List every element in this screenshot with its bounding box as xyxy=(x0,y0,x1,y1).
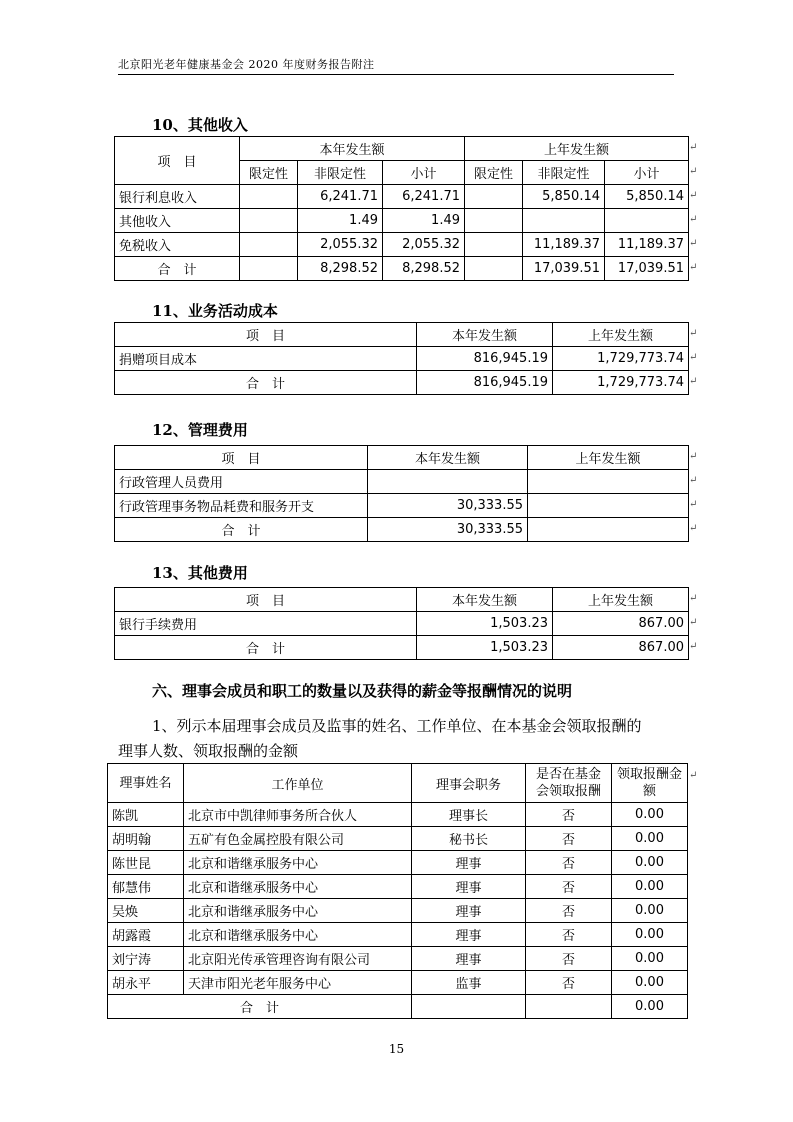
cell: 北京和谐继承服务中心 xyxy=(184,923,412,947)
business-cost-table xyxy=(114,322,689,395)
cell: 胡永平 xyxy=(108,971,184,995)
paragraph-mark-icon: ↵ xyxy=(689,142,698,153)
table-row xyxy=(115,612,689,636)
cell: 秘书长 xyxy=(412,827,526,851)
cell: 其他收入 xyxy=(115,209,240,233)
table-row xyxy=(108,899,688,923)
col-item: 项 目 xyxy=(115,588,417,612)
cell: 0.00 xyxy=(612,827,688,851)
cell: 11,189.37 xyxy=(523,233,605,257)
cell: 陈凯 xyxy=(108,803,184,827)
cell: 理事 xyxy=(412,947,526,971)
cell: 合 计 xyxy=(115,636,417,660)
cell: 0.00 xyxy=(612,923,688,947)
section-10-title: 10、其他收入 xyxy=(152,116,248,134)
cell xyxy=(528,518,689,542)
paragraph-mark-icon: ↵ xyxy=(689,190,698,201)
cell: 否 xyxy=(526,875,612,899)
cell: 否 xyxy=(526,947,612,971)
page-number: 15 xyxy=(388,1042,405,1056)
cell: 合 计 xyxy=(115,518,368,542)
col-item: 项 目 xyxy=(115,446,368,470)
cell: 北京市中凯律师事务所合伙人 xyxy=(184,803,412,827)
cell: 30,333.55 xyxy=(368,518,528,542)
cell: 合 计 xyxy=(108,995,412,1019)
cell xyxy=(465,209,523,233)
col-position: 理事会职务 xyxy=(412,764,526,803)
cell: 1.49 xyxy=(383,209,465,233)
table-row xyxy=(115,470,689,494)
cell: 1,503.23 xyxy=(417,636,553,660)
paragraph-mark-icon: ↵ xyxy=(689,617,698,628)
cell xyxy=(523,209,605,233)
cell: 理事长 xyxy=(412,803,526,827)
cell: 银行利息收入 xyxy=(115,185,240,209)
cell: 北京阳光传承管理咨询有限公司 xyxy=(184,947,412,971)
other-income-table xyxy=(114,136,689,281)
paragraph-mark-icon: ↵ xyxy=(689,166,698,177)
col-previous-year: 上年发生额 xyxy=(553,588,689,612)
table-row xyxy=(115,494,689,518)
cell xyxy=(240,185,298,209)
cell: 17,039.51 xyxy=(605,257,689,281)
table-row xyxy=(108,851,688,875)
paragraph-mark-icon: ↵ xyxy=(689,475,698,486)
cell: 否 xyxy=(526,923,612,947)
cell: 1,729,773.74 xyxy=(553,371,689,395)
cell xyxy=(368,470,528,494)
cell: 刘宁涛 xyxy=(108,947,184,971)
cell: 867.00 xyxy=(553,612,689,636)
cell: 陈世昆 xyxy=(108,851,184,875)
cell xyxy=(528,494,689,518)
cell: 免税收入 xyxy=(115,233,240,257)
table-row xyxy=(108,827,688,851)
table-row xyxy=(115,185,689,209)
cell: 北京和谐继承服务中心 xyxy=(184,851,412,875)
table-row xyxy=(115,209,689,233)
cell: 否 xyxy=(526,803,612,827)
cell: 816,945.19 xyxy=(417,371,553,395)
paragraph-mark-icon: ↵ xyxy=(689,376,698,387)
cell: 0.00 xyxy=(612,971,688,995)
total-row xyxy=(115,371,689,395)
board-members-table xyxy=(107,763,688,1019)
sub-header: 非限定性 xyxy=(298,161,383,185)
cell: 否 xyxy=(526,827,612,851)
cell: 天津市阳光老年服务中心 xyxy=(184,971,412,995)
table-header-row xyxy=(115,446,689,470)
sub-header: 小计 xyxy=(605,161,689,185)
cell: 1,729,773.74 xyxy=(553,347,689,371)
cell: 行政管理事务物品耗费和服务开支 xyxy=(115,494,368,518)
cell: 否 xyxy=(526,851,612,875)
paragraph-mark-icon: ↵ xyxy=(689,451,698,462)
cell xyxy=(465,257,523,281)
paragraph-mark-icon: ↵ xyxy=(689,593,698,604)
paragraph-mark-icon: ↵ xyxy=(689,214,698,225)
cell: 北京和谐继承服务中心 xyxy=(184,899,412,923)
cell: 1,503.23 xyxy=(417,612,553,636)
cell: 胡露霞 xyxy=(108,923,184,947)
paragraph-mark-icon: ↵ xyxy=(689,328,698,339)
cell: 理事 xyxy=(412,923,526,947)
paragraph-mark-icon: ↵ xyxy=(689,770,698,781)
cell: 五矿有色金属控股有限公司 xyxy=(184,827,412,851)
cell: 8,298.52 xyxy=(383,257,465,281)
cell: 监事 xyxy=(412,971,526,995)
cell: 北京和谐继承服务中心 xyxy=(184,875,412,899)
cell xyxy=(412,995,526,1019)
cell: 0.00 xyxy=(612,803,688,827)
cell: 捐赠项目成本 xyxy=(115,347,417,371)
cell: 0.00 xyxy=(612,947,688,971)
cell xyxy=(240,257,298,281)
cell xyxy=(605,209,689,233)
cell: 郁慧伟 xyxy=(108,875,184,899)
cell xyxy=(465,185,523,209)
paragraph-mark-icon: ↵ xyxy=(689,352,698,363)
sub-header: 小计 xyxy=(383,161,465,185)
cell xyxy=(240,233,298,257)
table-header-row xyxy=(115,588,689,612)
cell: 合 计 xyxy=(115,371,417,395)
cell: 行政管理人员费用 xyxy=(115,470,368,494)
management-expense-table xyxy=(114,445,689,542)
paragraph-line-1: 1、列示本届理事会成员及监事的姓名、工作单位、在本基金会领取报酬的 xyxy=(152,717,642,735)
table-row xyxy=(108,803,688,827)
cell: 5,850.14 xyxy=(523,185,605,209)
table-row xyxy=(108,947,688,971)
cell: 否 xyxy=(526,899,612,923)
col-work-unit: 工作单位 xyxy=(184,764,412,803)
col-previous-year: 上年发生额 xyxy=(465,137,689,161)
col-current-year: 本年发生额 xyxy=(417,323,553,347)
cell: 11,189.37 xyxy=(605,233,689,257)
cell: 816,945.19 xyxy=(417,347,553,371)
col-current-year: 本年发生额 xyxy=(240,137,465,161)
table-row xyxy=(108,875,688,899)
cell: 6,241.71 xyxy=(298,185,383,209)
table-header-row xyxy=(115,137,689,161)
cell xyxy=(526,995,612,1019)
total-row xyxy=(108,995,688,1019)
col-current-year: 本年发生额 xyxy=(417,588,553,612)
section-13-title: 13、其他费用 xyxy=(152,564,248,582)
cell: 1.49 xyxy=(298,209,383,233)
col-current-year: 本年发生额 xyxy=(368,446,528,470)
cell: 5,850.14 xyxy=(605,185,689,209)
total-row xyxy=(115,636,689,660)
cell: 合 计 xyxy=(115,257,240,281)
col-amount: 领取报酬金额 xyxy=(612,764,688,803)
cell xyxy=(528,470,689,494)
cell: 0.00 xyxy=(612,875,688,899)
table-header-row xyxy=(108,764,688,803)
section-6-title: 六、理事会成员和职工的数量以及获得的薪金等报酬情况的说明 xyxy=(152,682,573,700)
cell: 2,055.32 xyxy=(298,233,383,257)
cell: 867.00 xyxy=(553,636,689,660)
table-row xyxy=(115,347,689,371)
cell: 银行手续费用 xyxy=(115,612,417,636)
table-row xyxy=(108,971,688,995)
cell xyxy=(465,233,523,257)
cell: 胡明翰 xyxy=(108,827,184,851)
sub-header: 限定性 xyxy=(465,161,523,185)
cell: 理事 xyxy=(412,875,526,899)
cell: 理事 xyxy=(412,899,526,923)
cell: 8,298.52 xyxy=(298,257,383,281)
total-row xyxy=(115,518,689,542)
cell: 6,241.71 xyxy=(383,185,465,209)
cell: 否 xyxy=(526,971,612,995)
cell: 0.00 xyxy=(612,899,688,923)
other-expense-table xyxy=(114,587,689,660)
cell: 2,055.32 xyxy=(383,233,465,257)
sub-header: 限定性 xyxy=(240,161,298,185)
col-previous-year: 上年发生额 xyxy=(553,323,689,347)
section-11-title: 11、业务活动成本 xyxy=(152,302,278,320)
cell: 0.00 xyxy=(612,851,688,875)
paragraph-mark-icon: ↵ xyxy=(689,641,698,652)
cell: 17,039.51 xyxy=(523,257,605,281)
cell: 理事 xyxy=(412,851,526,875)
cell: 30,333.55 xyxy=(368,494,528,518)
section-12-title: 12、管理费用 xyxy=(152,421,248,439)
cell: 0.00 xyxy=(612,995,688,1019)
page-header: 北京阳光老年健康基金会 2020 年度财务报告附注 xyxy=(118,56,674,75)
paragraph-mark-icon: ↵ xyxy=(689,262,698,273)
paragraph-mark-icon: ↵ xyxy=(689,499,698,510)
paragraph-mark-icon: ↵ xyxy=(689,523,698,534)
sub-header: 非限定性 xyxy=(523,161,605,185)
col-item: 项 目 xyxy=(115,323,417,347)
table-row xyxy=(115,233,689,257)
col-paid: 是否在基金会领取报酬 xyxy=(526,764,612,803)
paragraph-line-2: 理事人数、领取报酬的金额 xyxy=(118,742,299,760)
col-item: 项 目 xyxy=(115,137,240,185)
table-header-row xyxy=(115,323,689,347)
paragraph-mark-icon: ↵ xyxy=(689,238,698,249)
col-name: 理事姓名 xyxy=(108,764,184,803)
table-row xyxy=(108,923,688,947)
cell: 吴焕 xyxy=(108,899,184,923)
col-previous-year: 上年发生额 xyxy=(528,446,689,470)
cell xyxy=(240,209,298,233)
total-row xyxy=(115,257,689,281)
